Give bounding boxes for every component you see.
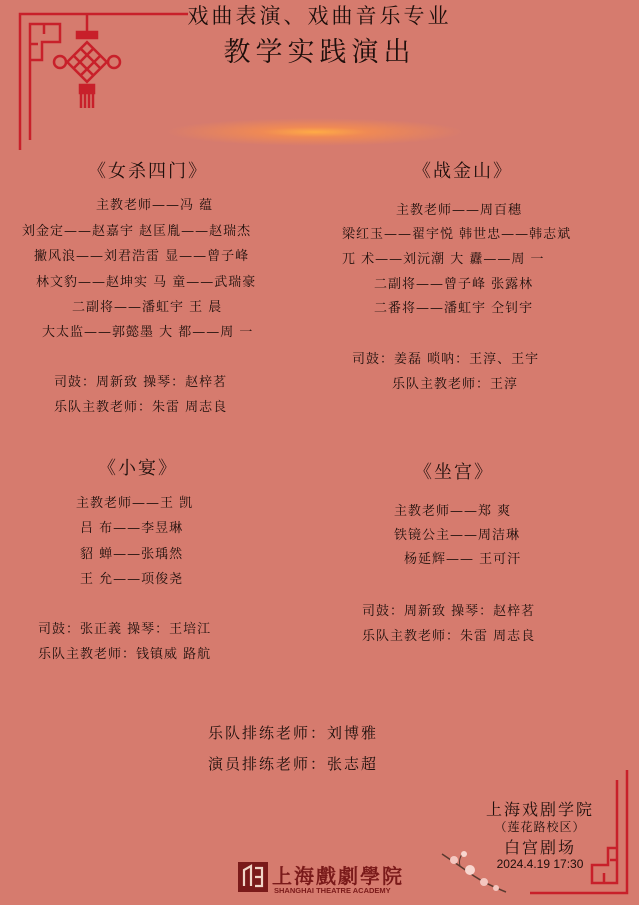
title-glow [165,118,465,146]
cast-line: 主教老师——郑 爽 [394,504,512,519]
venue-theatre: 白宫剧场 [503,838,576,857]
academy-emblem-icon [236,860,270,894]
music-line: 司鼓：周新致 操琴：赵梓茗 [362,604,536,619]
cast-line: 二副将——曾子峰 张露林 [374,277,534,292]
cast-line: 主教老师——冯 蕴 [96,198,214,213]
venue-school: 上海戏剧学院 [485,800,594,819]
music-line: 乐队主教老师：王淳 [392,377,519,392]
play-title: 《女杀四门》 [88,161,208,182]
music-line: 乐队主教老师：朱雷 周志良 [362,629,536,644]
cast-line: 大太监——郭懿墨 大 都——周 一 [42,325,254,340]
rehearsal-line: 乐队排练老师：刘博雅 [208,724,379,742]
header-line-2: 教学实践演出 [223,37,416,68]
cast-line: 吕 布——李昱琳 [80,521,184,536]
rehearsal-line: 演员排练老师：张志超 [208,755,379,773]
cast-line: 杨延辉—— 王可汗 [404,552,522,567]
header-line-1: 戏曲表演、戏曲音乐专业 [187,4,452,28]
cast-line: 林文豹——赵坤实 马 童——武瑞豪 [36,275,257,290]
cast-line: 貂 蝉——张瑀然 [80,547,184,562]
cast-line: 梁红玉——翟宇悦 韩世忠——韩志斌 [342,227,572,242]
play-title: 《战金山》 [413,161,513,182]
play-title: 《坐宫》 [414,462,494,483]
music-line: 司鼓：张正義 操琴：王培江 [38,622,212,637]
play-title: 《小宴》 [98,458,178,479]
music-line: 司鼓：姜磊 唢呐：王淳、王宇 [352,352,540,367]
cast-line: 兀 术——刘沅潮 大 纛——周 一 [342,252,545,267]
music-line: 司鼓：周新致 操琴：赵梓茗 [54,375,228,390]
music-line: 乐队主教老师：钱镇威 路航 [38,647,212,662]
venue-campus: （莲花路校区） [494,820,586,834]
chinese-knot-icon [54,14,120,108]
cast-line: 刘金定——赵嘉宇 赵匡胤——赵瑞杰 [22,224,252,239]
academy-logo-en: SHANGHAI THEATRE ACADEMY [274,886,391,895]
performance-datetime: 2024.4.19 17:30 [496,857,584,871]
academy-logo-cn: 上海戲劇學院 [272,864,404,888]
cast-line: 铁镜公主——周洁琳 [394,528,521,543]
cast-line: 王 允——项俊尧 [80,572,184,587]
music-line: 乐队主教老师：朱雷 周志良 [54,400,228,415]
cast-line: 主教老师——王 凯 [76,496,194,511]
cast-line: 二番将——潘虹宇 仝钊宇 [374,301,534,316]
cast-line: 主教老师——周百穗 [396,203,523,218]
cast-line: 撇风浪——刘君浩雷 显——曾子峰 [34,249,250,264]
cast-line: 二副将——潘虹宇 王 晨 [72,300,223,315]
